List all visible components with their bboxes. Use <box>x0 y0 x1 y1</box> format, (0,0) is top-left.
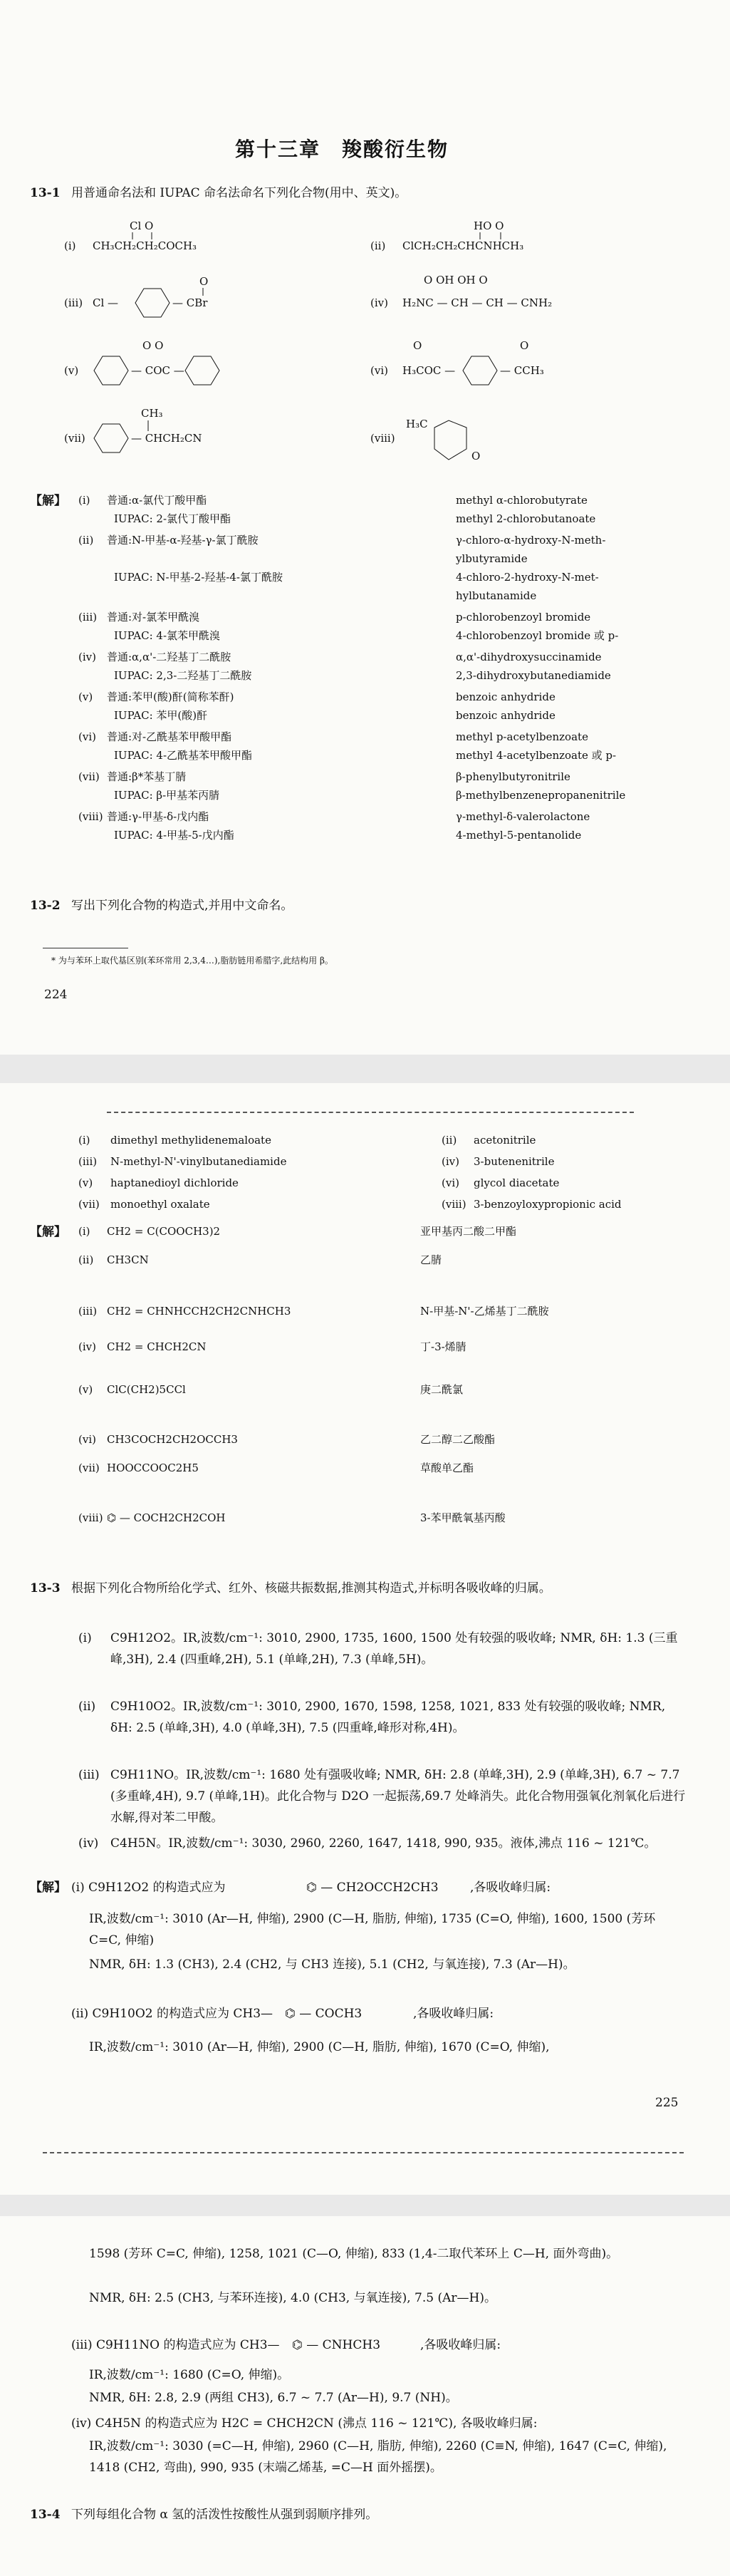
svg-text:CH₃: CH₃ <box>141 407 163 420</box>
svg-text:— CHCH₂CN: — CHCH₂CN <box>131 432 202 445</box>
answer-ii-continued: 1598 (芳环 C=C, 伸缩), 1258, 1021 (C—O, 伸缩), 833 (1,4-二取代苯环上 C—H, 面外弯曲)。 <box>89 2247 619 2261</box>
structure-i-label: (i) <box>64 239 76 252</box>
answer-number: (i) <box>78 494 90 507</box>
answer-number: (iv) <box>78 1340 96 1353</box>
answer-iupac-name: IUPAC: 4-氯苯甲酰溴 <box>114 629 221 642</box>
answer-ii-structure: ⌬ — COCH3 <box>285 2007 363 2021</box>
answer-number: (v) <box>78 1383 93 1396</box>
structure-v-label: (v) <box>64 364 79 377</box>
question-number: 13-4 <box>30 2508 61 2522</box>
answer-formula: CH2 = CHNHCCH2CH2CNHCH3 <box>107 1305 291 1318</box>
structure-i: CH₃CH₂CH₂COCH₃ <box>93 239 197 252</box>
answer-iupac-english: methyl 2-chlorobutanoate <box>456 512 596 525</box>
item-text: C9H12O2。IR,波数/cm⁻¹: 3010, 2900, 1735, 1600, 1500 处有较强的吸收峰; NMR, δH: 1.3 (三重峰,3H), 2.4 (四重峰,2H), 5.1 (单峰,2H), 7.3 (单峰,5H)。 <box>110 1631 678 1667</box>
answer-number: (ii) <box>78 534 94 547</box>
answer-common-name: 普通:γ-甲基-δ-戊内酯 <box>107 810 209 823</box>
answer-english-name: methyl p-acetylbenzoate <box>456 730 588 743</box>
answer-ii-tail: ,各吸收峰归属: <box>413 2007 494 2021</box>
answer-formula: CH2 = C(COOCH3)2 <box>107 1225 221 1238</box>
structure-iii-label: (iii) <box>64 296 83 309</box>
item-number: (ii) <box>78 1700 96 1714</box>
compound-number: (vii) <box>78 1198 100 1211</box>
structure-viii-label: (viii) <box>370 432 395 445</box>
page-number: 225 <box>655 2096 679 2110</box>
answer-iii-structure: ⌬ — CNHCH3 <box>292 2338 381 2352</box>
answer-label: 【解】 <box>30 494 66 508</box>
svg-text:O: O <box>471 450 481 462</box>
benzene-ring-icon <box>135 289 170 317</box>
answer-iv-head: (iv) C4H5N 的构造式应为 H2C = CHCH2CN (沸点 116 ~ 121℃), 各吸收峰归属: <box>71 2416 538 2431</box>
compound-number: (iv) <box>442 1155 459 1168</box>
item-number: (iv) <box>78 1836 99 1851</box>
scan-edge-line <box>43 2152 684 2153</box>
answer-iupac-name: IUPAC: 苯甲(酸)酐 <box>114 709 208 722</box>
answer-i-head: (i) C9H12O2 的构造式应为 <box>71 1881 226 1895</box>
svg-text:Cl O: Cl O <box>130 219 154 232</box>
svg-text:— CBr: — CBr <box>172 296 208 309</box>
answer-number: (i) <box>78 1225 90 1238</box>
structure-ii: ClCH₂CH₂CHCNHCH₃ <box>402 239 524 252</box>
answer-english-name-cont: ylbutyramide <box>456 552 528 565</box>
item-text: C4H5N。IR,波数/cm⁻¹: 3030, 2960, 2260, 1647, 1418, 990, 935。液体,沸点 116 ~ 121℃。 <box>110 1836 657 1851</box>
answer-number: (iii) <box>78 611 98 624</box>
answer-iupac-name: IUPAC: 4-甲基-5-戊内酯 <box>114 829 234 842</box>
scan-edge-line <box>107 1112 634 1113</box>
answer-iupac-name: IUPAC: 2-氯代丁酸甲酯 <box>114 512 231 525</box>
answer-i-tail: ,各吸收峰归属: <box>470 1881 551 1895</box>
page-number: 224 <box>44 988 68 1002</box>
item-text: C9H10O2。IR,波数/cm⁻¹: 3010, 2900, 1670, 1598, 1258, 1021, 833 处有较强的吸收峰; NMR, δH: 2.5 (单峰,3H), 4.0 (单峰,3H), 7.5 (四重峰,峰形对称,4H)。 <box>110 1700 666 1735</box>
compound-name: dimethyl methylidenemaloate <box>110 1134 271 1147</box>
answer-common-name: 普通:β*苯基丁腈 <box>107 770 187 783</box>
answer-number: (iii) <box>78 1305 98 1318</box>
compound-number: (vi) <box>442 1176 459 1189</box>
question-number: 13-1 <box>30 186 61 200</box>
answer-iv-ir: IR,波数/cm⁻¹: 3030 (=C—H, 伸缩), 2960 (C—H, 脂肪, 伸缩), 2260 (C≡N, 伸缩), 1647 (C=C, 伸缩), 1418 (CH2, 弯曲), 990, 935 (末端乙烯基, =C—H 面外摇摆)。 <box>89 2439 667 2475</box>
page-224 <box>0 0 730 1055</box>
svg-text:HO O: HO O <box>474 219 504 232</box>
page-226 <box>0 2216 730 2576</box>
answer-iii-ir: IR,波数/cm⁻¹: 1680 (C=O, 伸缩)。 <box>89 2368 290 2382</box>
answer-name: 3-苯甲酰氧基丙酸 <box>420 1511 506 1524</box>
answer-label: 【解】 <box>30 1881 66 1895</box>
svg-text:Cl —: Cl — <box>93 296 119 309</box>
benzene-ring-icon <box>94 424 128 452</box>
answer-common-name: 普通:对-乙酰基苯甲酸甲酯 <box>107 730 232 743</box>
answer-label: 【解】 <box>30 1225 66 1239</box>
answer-formula: HOOCCOOC2H5 <box>107 1462 199 1474</box>
compound-name: haptanedioyl dichloride <box>110 1176 239 1189</box>
compound-number: (viii) <box>442 1198 466 1211</box>
answer-iupac-english: 2,3-dihydroxybutanediamide <box>456 669 611 682</box>
answer-iupac-english: benzoic anhydride <box>456 709 556 722</box>
answer-iupac-english: 4-chlorobenzoyl bromide 或 p- <box>456 629 619 642</box>
answer-iupac-name: IUPAC: β-甲基苯丙腈 <box>114 789 220 802</box>
item-number: (iii) <box>78 1768 100 1782</box>
answer-name: 乙腈 <box>420 1253 442 1266</box>
structure-vi-label: (vi) <box>370 364 388 377</box>
answer-iupac-english: methyl 4-acetylbenzoate 或 p- <box>456 749 617 762</box>
page-gap <box>0 1055 730 1083</box>
answer-formula: CH3COCH2CH2OCCH3 <box>107 1433 238 1446</box>
answer-i-structure: ⌬ — CH2OCCH2CH3 <box>306 1881 439 1895</box>
answer-number: (viii) <box>78 810 103 823</box>
page-gap <box>0 2195 730 2216</box>
answer-iii-nmr: NMR, δH: 2.8, 2.9 (两组 CH3), 6.7 ~ 7.7 (Ar—H), 9.7 (NH)。 <box>89 2391 458 2405</box>
answer-name: 亚甲基丙二酸二甲酯 <box>420 1225 517 1238</box>
compound-name: 3-butenenitrile <box>474 1155 555 1168</box>
answer-formula: CH3CN <box>107 1253 149 1266</box>
answer-number: (vii) <box>78 770 100 783</box>
structures-figure <box>64 214 691 492</box>
answer-name: 丁-3-烯腈 <box>420 1340 466 1353</box>
answer-iii-tail: ,各吸收峰归属: <box>420 2338 501 2352</box>
answer-ii-nmr: NMR, δH: 2.5 (CH3, 与苯环连接), 4.0 (CH3, 与氧连接), 7.5 (Ar—H)。 <box>89 2291 496 2305</box>
answer-iupac-english-cont: hylbutanamide <box>456 589 537 602</box>
svg-text:— CCH₃: — CCH₃ <box>500 364 544 377</box>
compound-name: glycol diacetate <box>474 1176 560 1189</box>
compound-number: (i) <box>78 1134 90 1147</box>
benzene-ring-icon <box>94 356 128 385</box>
compound-number: (v) <box>78 1176 93 1189</box>
question-prompt: 下列每组化合物 α 氢的活泼性按酸性从强到弱顺序排列。 <box>71 2508 378 2522</box>
svg-text:H₃C: H₃C <box>406 418 428 430</box>
item-number: (i) <box>78 1631 92 1645</box>
structure-ii-label: (ii) <box>370 239 386 252</box>
svg-text:O: O <box>413 339 422 352</box>
question-prompt: 用普通命名法和 IUPAC 命名法命名下列化合物(用中、英文)。 <box>71 186 407 200</box>
answer-iupac-name: IUPAC: N-甲基-2-羟基-4-氯丁酰胺 <box>114 571 283 584</box>
answer-english-name: methyl α-chlorobutyrate <box>456 494 588 507</box>
svg-text:O: O <box>199 275 209 288</box>
svg-text:O: O <box>520 339 529 352</box>
answer-iupac-name: IUPAC: 4-乙酰基苯甲酸甲酯 <box>114 749 253 762</box>
answer-formula: ⌬ — COCH2CH2COH <box>107 1511 226 1524</box>
answer-english-name: benzoic anhydride <box>456 690 556 703</box>
answer-common-name: 普通:N-甲基-α-羟基-γ-氯丁酰胺 <box>107 534 259 547</box>
answer-name: 庚二酰氯 <box>420 1383 464 1396</box>
page-225 <box>0 1083 730 2195</box>
compound-name: 3-benzoyloxypropionic acid <box>474 1198 622 1211</box>
answer-iupac-english: β-methylbenzenepropanenitrile <box>456 789 626 802</box>
answer-number: (viii) <box>78 1511 103 1524</box>
answer-ii-ir: IR,波数/cm⁻¹: 3010 (Ar—H, 伸缩), 2900 (C—H, 脂肪, 伸缩), 1670 (C=O, 伸缩), <box>89 2040 550 2054</box>
compound-number: (iii) <box>78 1155 98 1168</box>
answer-i-nmr: NMR, δH: 1.3 (CH3), 2.4 (CH2, 与 CH3 连接), 5.1 (CH2, 与氧连接), 7.3 (Ar—H)。 <box>89 1957 575 1972</box>
question-number: 13-3 <box>30 1581 61 1595</box>
answer-iii-head: (iii) C9H11NO 的构造式应为 CH3— <box>71 2338 280 2352</box>
question-number: 13-2 <box>30 899 61 913</box>
answer-common-name: 普通:α,α'-二羟基丁二酰胺 <box>107 651 231 663</box>
svg-text:O O: O O <box>142 339 164 352</box>
svg-text:— COC —: — COC — <box>131 364 184 377</box>
answer-number: (vi) <box>78 730 96 743</box>
structure-iv-label: (iv) <box>370 296 388 309</box>
svg-text:H₂NC — CH — CH — CNH₂: H₂NC — CH — CH — CNH₂ <box>402 296 553 309</box>
answer-english-name: α,α'-dihydroxysuccinamide <box>456 651 602 663</box>
svg-text:O OH OH O: O OH OH O <box>424 274 488 286</box>
answer-number: (vi) <box>78 1433 96 1446</box>
answer-number: (vii) <box>78 1462 100 1474</box>
lactone-ring-icon <box>434 420 466 460</box>
answer-formula: CH2 = CHCH2CN <box>107 1340 207 1353</box>
compound-number: (ii) <box>442 1134 457 1147</box>
benzene-ring-icon <box>463 356 497 385</box>
chapter-title: 第十三章 羧酸衍生物 <box>235 138 449 161</box>
question-prompt: 写出下列化合物的构造式,并用中文命名。 <box>71 899 293 913</box>
answer-name: 乙二醇二乙酸酯 <box>420 1433 496 1446</box>
answer-english-name: γ-methyl-δ-valerolactone <box>456 810 590 823</box>
item-text: C9H11NO。IR,波数/cm⁻¹: 1680 处有强吸收峰; NMR, δH: 2.8 (单峰,3H), 2.9 (单峰,3H), 6.7 ~ 7.7 (多重峰,4H), 9.7 (单峰,1H)。此化合物与 D2O 一起振荡,δ9.7 处峰消失。此化合物用强氧化剂氧化后进行水解,得对苯二甲酸。 <box>110 1768 686 1825</box>
answer-common-name: 普通:α-氯代丁酸甲酯 <box>107 494 207 507</box>
answer-english-name: γ-chloro-α-hydroxy-N-meth- <box>456 534 606 547</box>
answer-ii-head: (ii) C9H10O2 的构造式应为 CH3— <box>71 2007 273 2021</box>
answer-formula: ClC(CH2)5CCl <box>107 1383 186 1396</box>
svg-text:H₃COC —: H₃COC — <box>402 364 456 377</box>
answer-number: (ii) <box>78 1253 94 1266</box>
question-prompt: 根据下列化合物所给化学式、红外、核磁共振数据,推测其构造式,并标明各吸收峰的归属。 <box>71 1581 551 1595</box>
answer-name: 草酸单乙酯 <box>420 1462 474 1474</box>
answer-iupac-english: 4-chloro-2-hydroxy-N-met- <box>456 571 599 584</box>
answer-english-name: p-chlorobenzoyl bromide <box>456 611 591 624</box>
footnote: * 为与苯环上取代基区别(苯环常用 2,3,4…),脂肪链用希腊字,此结构用 β。 <box>51 956 333 966</box>
compound-name: monoethyl oxalate <box>110 1198 210 1211</box>
structure-vii-label: (vii) <box>64 432 85 445</box>
answer-i-ir: IR,波数/cm⁻¹: 3010 (Ar—H, 伸缩), 2900 (C—H, 脂肪, 伸缩), 1735 (C=O, 伸缩), 1600, 1500 (芳环 C=C, 伸缩) <box>89 1912 656 1947</box>
answer-iupac-name: IUPAC: 2,3-二羟基丁二酰胺 <box>114 669 252 682</box>
answer-iupac-english: 4-methyl-5-pentanolide <box>456 829 582 842</box>
benzene-ring-icon <box>185 356 219 385</box>
compound-name: acetonitrile <box>474 1134 536 1147</box>
answer-english-name: β-phenylbutyronitrile <box>456 770 570 783</box>
answer-common-name: 普通:对-氯苯甲酰溴 <box>107 611 200 624</box>
answer-number: (iv) <box>78 651 96 663</box>
compound-name: N-methyl-N'-vinylbutanediamide <box>110 1155 287 1168</box>
answer-number: (v) <box>78 690 93 703</box>
answer-common-name: 普通:苯甲(酸)酐(简称苯酐) <box>107 690 234 703</box>
answer-name: N-甲基-N'-乙烯基丁二酰胺 <box>420 1305 549 1318</box>
